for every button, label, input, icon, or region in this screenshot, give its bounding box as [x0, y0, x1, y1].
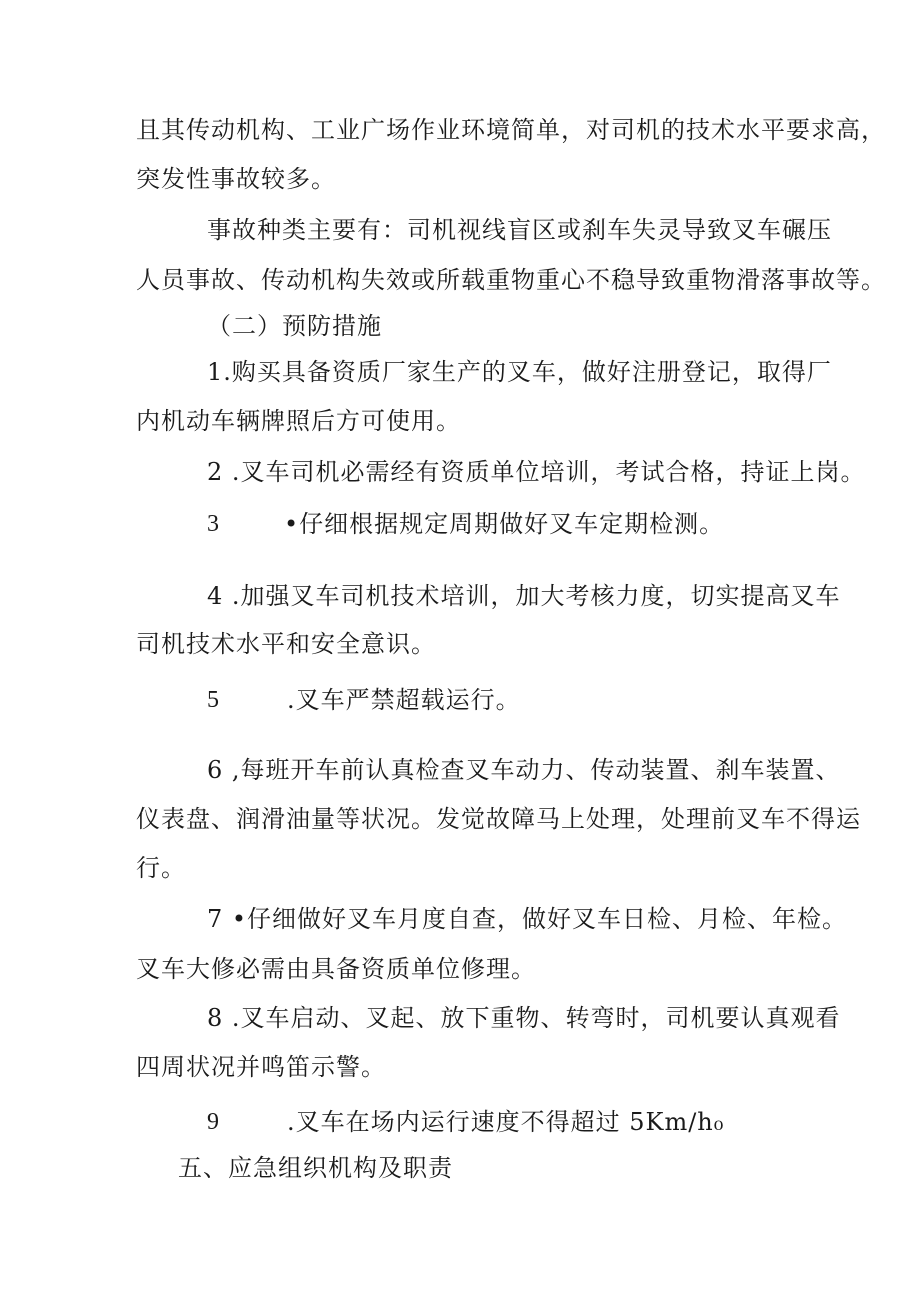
list-item-line: 叉车大修必需由具备资质单位修理。 [136, 955, 536, 983]
list-item-line: .叉车严禁超载运行。 [287, 686, 521, 714]
list-item-number: 3 [207, 511, 220, 537]
list-item-line: 2 .叉车司机必需经有资质单位培训，考试合格，持证上岗。 [207, 458, 866, 486]
list-item-line: 6 ,每班开车前认真检查叉车动力、传动装置、刹车装置、 [207, 756, 841, 784]
list-item-line: 4 .加强叉车司机技术培训，加大考核力度，切实提高叉车 [207, 582, 841, 610]
list-item-line: 行。 [136, 854, 186, 882]
list-item-number: 5 [207, 687, 220, 713]
paragraph-line: 事故种类主要有：司机视线盲区或刹车失灵导致叉车碾压 [207, 216, 832, 244]
list-item-line: 四周状况并鸣笛示警。 [136, 1053, 386, 1081]
list-item-line: 1.购买具备资质厂家生产的叉车，做好注册登记，取得厂 [207, 358, 832, 386]
list-item-line: •仔细根据规定周期做好叉车定期检测。 [284, 510, 725, 538]
paragraph-line: 突发性事故较多。 [136, 165, 336, 193]
section-heading: 五、应急组织机构及职责 [178, 1154, 453, 1182]
list-item-line: 8 .叉车启动、叉起、放下重物、转弯时，司机要认真观看 [207, 1004, 841, 1032]
list-item-line: 司机技术水平和安全意识。 [136, 630, 436, 658]
list-item-line: 内机动车辆牌照后方可使用。 [136, 407, 461, 435]
paragraph-line: 且其传动机构、工业广场作业环境简单，对司机的技术水平要求高， [136, 116, 886, 144]
section-heading: （二）预防措施 [207, 312, 382, 340]
paragraph-line: 人员事故、传动机构失效或所载重物重心不稳导致重物滑落事故等。 [136, 266, 886, 294]
list-item-line: 7 •仔细做好叉车月度自查，做好叉车日检、月检、年检。 [207, 905, 848, 933]
list-item-line: 仪表盘、润滑油量等状况。发觉故障马上处理，处理前叉车不得运 [136, 805, 861, 833]
list-item-number: 9 [207, 1109, 220, 1135]
list-item-line: .叉车在场内运行速度不得超过 5Km∕h₀ [287, 1108, 725, 1136]
